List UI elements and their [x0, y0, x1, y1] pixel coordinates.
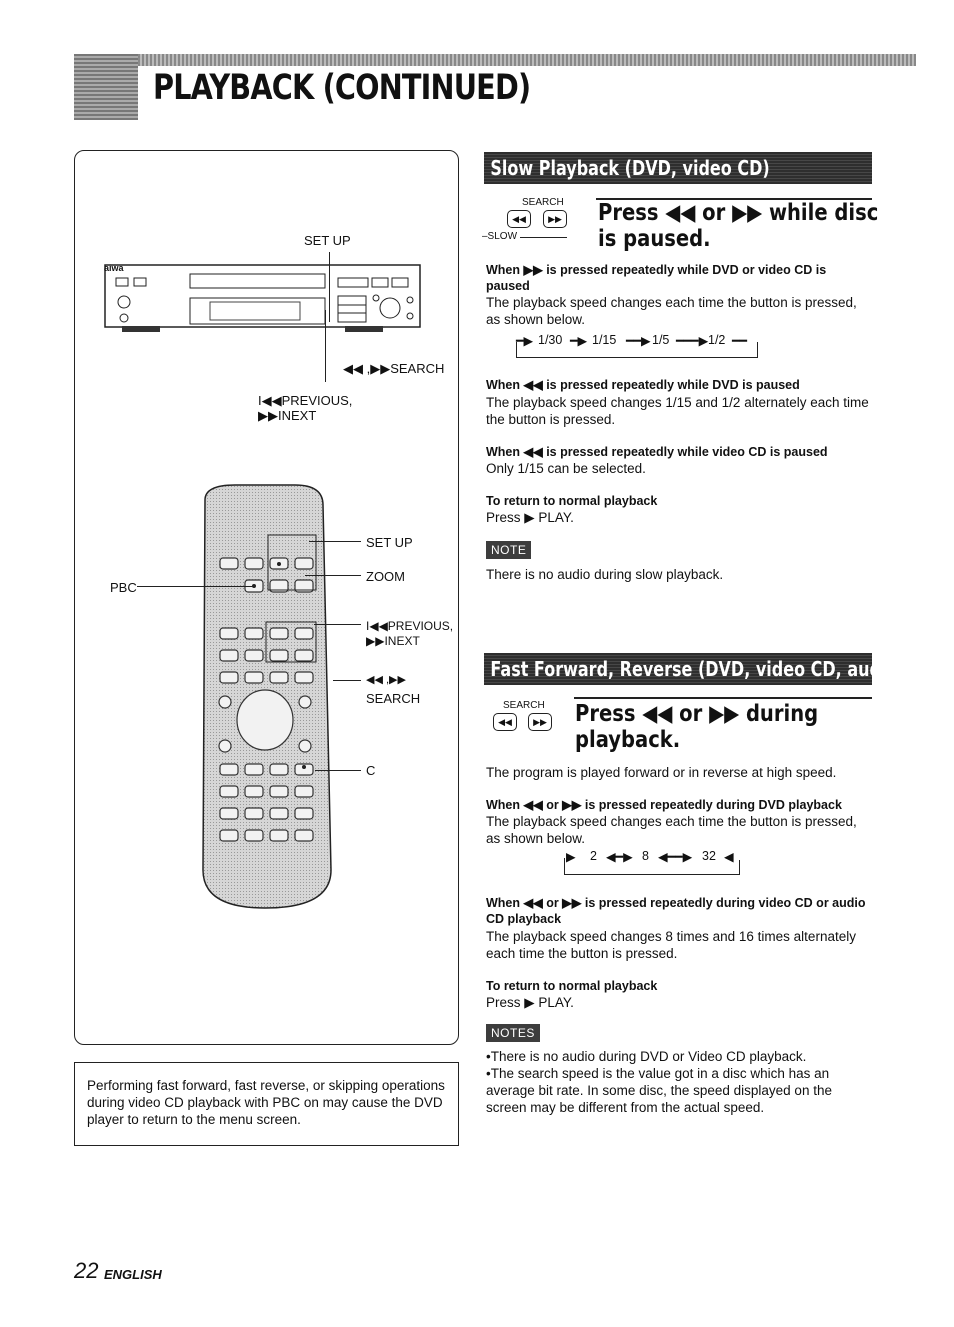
slow-speed-step: 1/30	[538, 333, 563, 347]
rewind-button-icon: ◀◀	[507, 210, 531, 228]
header-bar	[74, 54, 916, 66]
fast-text-return: Press ▶ PLAY.	[486, 995, 574, 1010]
slow-press-line1: Press ◀◀ or ▶▶ while disc	[598, 200, 879, 226]
remote-search-label: SEARCH	[366, 691, 421, 706]
fast-note-item: •The search speed is the value got in a disc which has an average bit rate. In some disc, the speed displayed on the screen may be different from the actual speed.	[486, 1066, 832, 1115]
slow-playback-heading	[484, 152, 872, 184]
page-number: 22	[74, 1258, 99, 1283]
forward-button-icon: ▶▶	[543, 210, 567, 228]
remote-setup-label: SET UP	[366, 535, 413, 550]
fast-speed-step: 8	[642, 849, 649, 863]
fast-sub-return: To return to normal playback	[486, 979, 658, 993]
pbc-warning-box	[74, 1062, 459, 1146]
fast-speed-step: 2	[590, 849, 597, 863]
slow-search-icon-label: SEARCH	[522, 197, 564, 208]
slow-text-reverse-dvd: The playback speed changes 1/15 and 1/2 alternately each time the button is pressed.	[486, 395, 869, 427]
slow-note-text: There is no audio during slow playback.	[486, 567, 724, 582]
fast-note-item: •There is no audio during DVD or Video CD playback.	[486, 1049, 807, 1064]
search-callout-line	[325, 310, 326, 382]
slow-sub-reverse-dvd: When ◀◀ is pressed repeatedly while DVD is paused	[486, 378, 800, 392]
brand-logo: aiwa	[104, 263, 124, 273]
slow-press-line2: is paused.	[598, 226, 711, 252]
fast-intro-text: The program is played forward or in reverse at high speed.	[486, 765, 837, 780]
slow-text-return: Press ▶ PLAY.	[486, 510, 574, 525]
dvd-player-illustration	[100, 250, 430, 340]
fast-rule	[574, 697, 872, 699]
fast-sub-dvd: When ◀◀ or ▶▶ is pressed repeatedly during DVD playback	[486, 798, 842, 812]
slow-speed-step: 1/2	[708, 333, 726, 347]
remote-c-line	[315, 770, 361, 771]
fast-search-icon-label: SEARCH	[503, 700, 545, 711]
remote-previous-line	[314, 624, 361, 625]
slow-playback-heading-text: Slow Playback (DVD, video CD)	[490, 156, 770, 180]
setup-callout-line	[329, 252, 330, 322]
fast-speed-diagram: ▶ 2 ◀━▶ 8 ◀━━▶ 32 ◀	[564, 846, 742, 876]
slow-icon-label: –SLOW	[482, 231, 518, 242]
fast-notes-tag: NOTES	[486, 1024, 540, 1042]
remote-zoom-label: ZOOM	[366, 569, 405, 584]
rewind-button-icon: ◀◀	[493, 713, 517, 731]
remote-search-arrows: ◀◀ ,▶▶	[366, 674, 406, 686]
fast-press-line2: playback.	[575, 727, 681, 753]
slow-sub-return: To return to normal playback	[486, 494, 658, 508]
slow-speed-diagram: ━▶ 1/30 ━▶ 1/15 ━━▶ 1/5 ━━━▶ 1/2 ━━	[516, 330, 760, 358]
fast-forward-heading-text: Fast Forward, Reverse (DVD, video CD, audio CD)	[490, 657, 936, 681]
remote-pbc-label: PBC	[110, 580, 137, 595]
player-setup-label: SET UP	[304, 233, 351, 248]
fast-speed-step: 32	[702, 849, 716, 863]
remote-zoom-line	[305, 575, 361, 576]
pbc-warning-text: Performing fast forward, fast reverse, or skipping operations during video CD playback with PBC on may cause the DVD player to return to the menu screen.	[87, 1078, 445, 1127]
player-search-label: ◀◀ ,▶▶SEARCH	[343, 361, 445, 376]
slow-sub-reverse-vcd: When ◀◀ is pressed repeatedly while video CD is paused	[486, 445, 828, 459]
player-previous-label: I◀◀PREVIOUS,	[258, 393, 353, 408]
fast-press-line1: Press ◀◀ or ▶▶ during	[575, 701, 819, 727]
slow-text-reverse-vcd: Only 1/15 can be selected.	[486, 461, 646, 476]
page-title: PLAYBACK (CONTINUED)	[153, 68, 531, 108]
remote-previous-label: I◀◀PREVIOUS,	[366, 619, 454, 633]
forward-button-icon: ▶▶	[528, 713, 552, 731]
remote-control-illustration	[195, 480, 340, 912]
header-block	[74, 54, 138, 120]
slow-sub-forward: When ▶▶ is pressed repeatedly while DVD or video CD is paused	[486, 263, 827, 293]
fast-text-dvd: The playback speed changes each time the button is pressed, as shown below.	[486, 814, 857, 846]
remote-next-label: ▶▶INEXT	[366, 634, 420, 648]
slow-speed-step: 1/15	[592, 333, 617, 347]
fast-forward-heading	[484, 653, 936, 685]
remote-c-label: C	[366, 763, 376, 778]
fast-sub-vcd: When ◀◀ or ▶▶ is pressed repeatedly during video CD or audio CD playback	[486, 896, 866, 926]
slow-icon-line	[520, 237, 567, 238]
slow-speed-step: 1/5	[652, 333, 670, 347]
footer-language: ENGLISH	[104, 1267, 162, 1282]
remote-search-line	[333, 680, 361, 681]
remote-pbc-line	[137, 586, 253, 587]
slow-text-forward: The playback speed changes each time the button is pressed, as shown below.	[486, 295, 857, 327]
fast-text-vcd: The playback speed changes 8 times and 16 times alternately each time the button is pressed.	[486, 929, 856, 961]
slow-note-tag: NOTE	[486, 541, 531, 559]
player-next-label: ▶▶INEXT	[258, 408, 317, 423]
remote-setup-line	[309, 541, 361, 542]
